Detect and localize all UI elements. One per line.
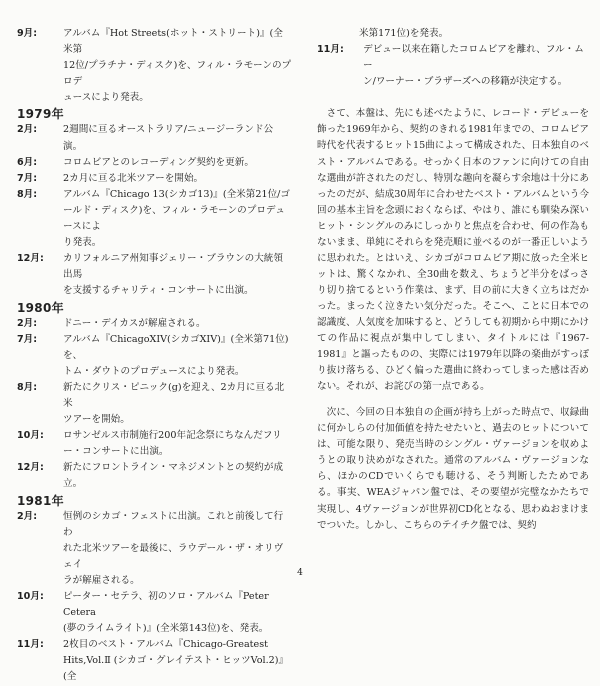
entry-text [63, 251, 292, 299]
year-heading-1980: 1980年 [17, 300, 64, 315]
entry-line: 2週間に亘るオーストラリア/ニュージーランド公演。 [63, 124, 274, 152]
entry-line: 12位/プラチナ・ディスク)を、フィル・ラモーンのプロデ [63, 60, 292, 88]
timeline-entry [317, 42, 589, 90]
timeline-entry [17, 460, 292, 492]
entry-line: ドニー・デイカスが解雇される。 [63, 317, 206, 329]
timeline-entry [17, 637, 292, 685]
entry-month: 11月: [317, 44, 344, 56]
body-paragraph-1: さて、本盤は、先にも述べたように、レコード・デビューを飾った1969年から、契約のきれる1981年までの、コロムビア時代を代表するヒット15曲によって構成された、日本独自のベスト・アルバムである。せっかく日本のファンに向けての自由な選曲が許されたのだし、特別な趣向を凝らす余地は十分にあったのだが、結成30周年に合わせたベスト・アルバムという今回の基本主旨を念頭におくならば、やはり、誰にも馴染み深いヒット・シングルのみにしっかりと焦点を合わせ、何の作為もないまま、単純にそれらを発売順に並べるのが一番正しいように思われた。とはいえ、シカゴがコロムビア期に放った全米ヒットは、驚くなかれ、全30曲を数え、ちょうど半分をばっさり切り捨てるという作業は、まず、目の前に大きく立ちはだかった。まったく泣きたい気分だった。そこへ、ことに日本での認識度、人気度を加味すると、どうしても初期から中期にかけての作品に視点が集中してしまい、タイトルには『1967-1981』と謳ったものの、実際には1979年以降の楽曲がすっぽり抜け落ちる、ひどく偏った選曲に終わってしまった感は否めない。それが、お詫びの第一点である。 [317, 108, 589, 393]
entry-text [63, 122, 292, 154]
entry-month: 12月: [17, 253, 44, 265]
entry-text [63, 187, 292, 251]
entry-text [63, 332, 292, 380]
entry-month: 8月: [17, 188, 38, 200]
entry-text [63, 155, 292, 171]
entry-line: れた北米ツアーを最後に、ラウデール・ザ・オリヴェイ [63, 542, 284, 570]
entry-line: ン/ワーナー・ブラザーズへの移籍が決定する。 [363, 76, 568, 88]
entry-line: (夢のライムライト)』(全米第143位)を、発表。 [63, 623, 269, 635]
entry-text [63, 316, 292, 332]
entry-text [63, 460, 292, 492]
entry-month: 6月: [17, 156, 38, 168]
entry-month: 10月: [17, 591, 44, 602]
year-heading-1981: 1981年 [17, 493, 64, 508]
timeline-1980 [17, 316, 292, 493]
year-heading-1979: 1979年 [17, 107, 64, 122]
continuation-text: 米第171位)を発表。 [359, 28, 449, 39]
entry-line: ロサンゼルス市制施行200年記念祭にちなんだフリ [63, 430, 282, 442]
entry-line: ツアーを開始。 [63, 414, 130, 426]
timeline-1981-right [317, 42, 589, 90]
entry-line: Hits,Vol.Ⅱ (シカゴ・グレイテスト・ヒッツVol.2)』(全 [63, 655, 289, 683]
entry-line: アルバム『ChicagoXIV(シカゴXIV)』(全米第71位)を、 [63, 333, 289, 361]
timeline-entry [17, 380, 292, 428]
timeline-entry [17, 589, 292, 637]
entry-month: 11月: [17, 639, 44, 651]
entry-text [63, 26, 292, 106]
timeline-entry [17, 26, 292, 106]
entry-month: 10月: [17, 430, 44, 442]
entry-text [63, 380, 292, 428]
entry-line: デビュー以来在籍したコロムビアを離れ、フル・ムー [363, 44, 584, 72]
entry-line: ピーター・セテラ、初のソロ・アルバム『Peter Cetera [63, 591, 269, 619]
continuation-line [317, 26, 589, 42]
timeline-entry [17, 332, 292, 380]
left-column [17, 26, 292, 686]
timeline-entry [17, 428, 292, 460]
entry-line: 新たにフロントライン・マネジメントとの契約が成立。 [63, 462, 284, 490]
entry-line: ュースにより発表。 [63, 92, 149, 104]
entry-month: 7月: [17, 172, 38, 184]
entry-line: 恒例のシカゴ・フェストに出演。これと前後して行わ [63, 510, 284, 538]
timeline-entry [17, 251, 292, 299]
entry-line: アルバム『Hot Streets(ホット・ストリート)』(全米第 [63, 28, 283, 56]
entry-line: り発表。 [63, 237, 102, 249]
entry-month: 2月: [17, 510, 38, 522]
entry-text [63, 171, 292, 187]
entry-line: 新たにクリス・ピニック(g)を迎え、2カ月に亘る北米 [63, 381, 285, 409]
timeline-1978-tail [17, 26, 292, 106]
timeline-entry [17, 122, 292, 154]
entry-text [63, 637, 292, 685]
entry-month: 2月: [17, 317, 38, 329]
entry-line: 2カ月に亘る北米ツアーを開始。 [63, 172, 204, 184]
entry-month: 7月: [17, 333, 38, 345]
timeline-entry [17, 187, 292, 251]
entry-line: トム・ダウトのプロデュースにより発表。 [63, 365, 245, 377]
entry-line: コロムビアとのレコーディング契約を更新。 [63, 156, 254, 168]
page-number: 4 [297, 568, 303, 578]
timeline-entry [17, 316, 292, 332]
entry-text [63, 428, 292, 460]
timeline-1979 [17, 122, 292, 299]
entry-line: 2枚目のベスト・アルバム『Chicago-Greatest [63, 639, 268, 651]
entry-month: 2月: [17, 124, 38, 136]
entry-month: 12月: [17, 462, 44, 474]
entry-month: 8月: [17, 381, 38, 393]
entry-text [63, 589, 292, 637]
timeline-entry [17, 155, 292, 171]
entry-month: 9月: [17, 28, 38, 39]
entry-line: ラが解雇される。 [63, 574, 140, 586]
entry-line: ールド・ディスク)を、フィル・ラモーンのプロデュースによ [63, 204, 285, 233]
body-paragraph-2: 次に、今回の日本独自の企画が持ち上がった時点で、収録曲に何かしらの付加価値を持たせたいと、過去のヒットについては、可能な限り、発売当時のシングル・ヴァージョンを収めようとの取り決めがなされた。通常のアルバム・ヴァージョンなら、ほかのCDでいくらでも聴ける、そう判断したためである。事実、WEAジャパン盤では、その要望が完璧なかたちで実現し、4ヴァージョンが世界初CD化となる、思わぬおまけまでついた。しかし、こちらのテイチク盤では、契約 [317, 407, 589, 531]
entry-line: アルバム『Chicago 13(シカゴ13)』(全米第21位/ゴ [63, 188, 290, 200]
timeline-entry [17, 171, 292, 187]
entry-line: カリフォルニア州知事ジェリー・ブラウンの大統領出馬 [63, 253, 283, 281]
entry-line: ー・コンサートに出演。 [63, 446, 169, 458]
timeline-1981 [17, 509, 292, 686]
entry-line: を支援するチャリティ・コンサートに出演。 [63, 285, 254, 297]
entry-text [363, 42, 589, 90]
right-column [317, 26, 589, 534]
